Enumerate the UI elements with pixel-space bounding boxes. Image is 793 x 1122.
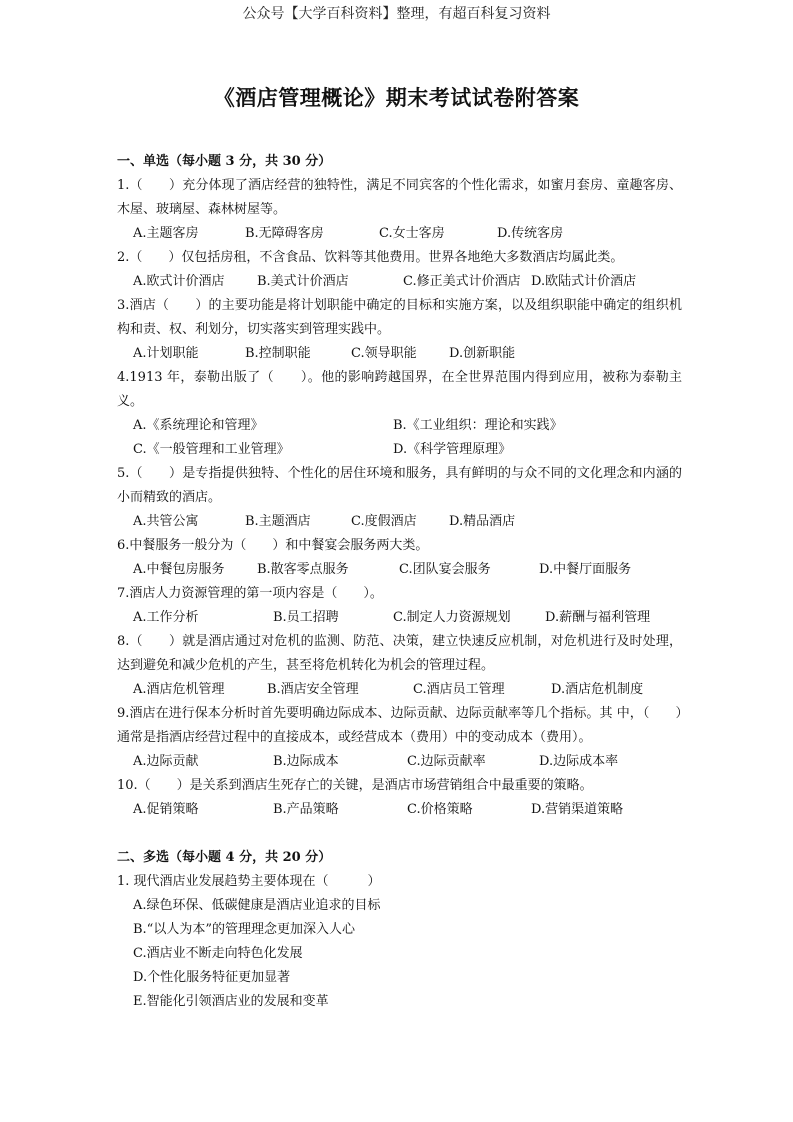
question-stem: 10.（ ）是关系到酒店生死存亡的关键，是酒店市场营销组合中最重要的策略。 [117, 778, 593, 793]
option-a: A.中餐包房服务 [133, 562, 225, 577]
option-row [117, 750, 682, 774]
option-a: A.欧式计价酒店 [133, 274, 225, 289]
option-c: C.《一般管理和工业管理》 [133, 442, 290, 457]
option-c: C.修正美式计价酒店 [403, 274, 521, 289]
option-e: E.智能化引领酒店业的发展和变革 [133, 994, 329, 1009]
option-d: D.精品酒店 [449, 514, 516, 529]
option-d: D.边际成本率 [539, 754, 619, 769]
question-stem: 7.酒店人力资源管理的第一项内容是（ ）。 [117, 586, 383, 601]
option-c: C.酒店员工管理 [413, 682, 505, 697]
option-d: D.薪酬与福利管理 [545, 610, 651, 625]
section-heading-multiple-choice: 二、多选（每小题 4 分，共 20 分） [117, 850, 332, 865]
exam-content [117, 150, 682, 1014]
option-row [117, 414, 682, 438]
option-c: C.价格策略 [407, 802, 473, 817]
option-row [117, 342, 682, 366]
option-d: D.《科学管理原理》 [393, 442, 512, 457]
question-stem: 9.酒店在进行保本分析时首先要明确边际成本、边际贡献、边际贡献率等几个指标。其 中，（ ）通常是指酒店经营过程中的直接成本，或经营成本（费用）中的变动成本（费用）。 [117, 706, 682, 745]
option-row [117, 438, 682, 462]
question-stem: 6.中餐服务一般分为（ ）和中餐宴会服务两大类。 [117, 538, 429, 553]
option-d: D.传统客房 [497, 226, 564, 241]
page-title: 《酒店管理概论》期末考试试卷附答案 [213, 85, 580, 110]
option-a: A.促销策略 [133, 802, 199, 817]
option-a: A.共管公寓 [133, 514, 199, 529]
option-row [117, 606, 682, 630]
question-stem: 3.酒店（ ）的主要功能是将计划职能中确定的目标和实施方案，以及组织职能中确定的组织机构和责、权、利划分，切实落实到管理实践中。 [117, 298, 682, 337]
option-d: D.个性化服务特征更加显著 [133, 970, 291, 985]
option-c: C.制定人力资源规划 [393, 610, 511, 625]
option-c: C.团队宴会服务 [399, 562, 491, 577]
question-stem: 4.1913 年，泰勒出版了（ ）。他的影响跨越国界，在全世界范围内得到应用，被称为泰勒主义。 [117, 370, 682, 409]
option-a: A.主题客房 [133, 226, 199, 241]
option-b: B.主题酒店 [245, 514, 311, 529]
option-c: C.度假酒店 [351, 514, 417, 529]
option-row [117, 510, 682, 534]
option-d: D.创新职能 [449, 346, 516, 361]
option-c: C.领导职能 [351, 346, 417, 361]
question-stem: 2.（ ）仅包括房租，不含食品、饮料等其他费用。世界各地绝大多数酒店均属此类。 [117, 250, 624, 265]
question-stem: 5.（ ）是专指提供独特、个性化的居住环境和服务，具有鲜明的与众不同的文化理念和内涵的小而精致的酒店。 [117, 466, 682, 505]
option-a: A.酒店危机管理 [133, 682, 225, 697]
section-gap [117, 822, 682, 846]
option-b: B.美式计价酒店 [257, 274, 349, 289]
option-a: A.工作分析 [133, 610, 199, 625]
option-a: A.《系统理论和管理》 [133, 418, 264, 433]
option-b: B.酒店安全管理 [267, 682, 359, 697]
option-d: D.酒店危机制度 [551, 682, 644, 697]
section-heading-single-choice: 一、单选（每小题 3 分，共 30 分） [117, 154, 332, 169]
option-b: B.“以人为本”的管理理念更加深入人心 [133, 922, 355, 937]
option-b: B.散客零点服务 [257, 562, 349, 577]
option-d: D.营销渠道策略 [531, 802, 624, 817]
option-b: B.《工业组织：理论和实践》 [393, 418, 563, 433]
question-stem: 1.（ ）充分体现了酒店经营的独特性，满足不同宾客的个性化需求，如蜜月套房、童趣客房、木屋、玻璃屋、森林树屋等。 [117, 178, 682, 217]
option-a: A.绿色环保、低碳健康是酒店业追求的目标 [133, 898, 381, 913]
option-c: C.边际贡献率 [407, 754, 486, 769]
option-d: D.中餐厅面服务 [539, 562, 632, 577]
option-b: B.边际成本 [273, 754, 339, 769]
option-c: C.酒店业不断走向特色化发展 [133, 946, 303, 961]
option-row [117, 270, 682, 294]
option-row [117, 222, 682, 246]
option-a: A.计划职能 [133, 346, 199, 361]
option-row [117, 558, 682, 582]
option-c: C.女士客房 [379, 226, 445, 241]
question-stem: 8.（ ）就是酒店通过对危机的监测、防范、决策，建立快速反应机制，对危机进行及时处理，达到避免和减少危机的产生，甚至将危机转化为机会的管理过程。 [117, 634, 682, 673]
option-b: B.员工招聘 [273, 610, 339, 625]
option-b: B.无障碍客房 [245, 226, 324, 241]
option-b: B.产品策略 [273, 802, 339, 817]
option-d: D.欧陆式计价酒店 [531, 274, 637, 289]
option-row [117, 678, 682, 702]
option-row [117, 798, 682, 822]
option-b: B.控制职能 [245, 346, 311, 361]
page-header: 公众号【大学百科资料】整理，有超百科复习资料 [242, 6, 551, 22]
option-a: A.边际贡献 [133, 754, 199, 769]
question-stem: 1. 现代酒店业发展趋势主要体现在（ ） [117, 874, 381, 889]
